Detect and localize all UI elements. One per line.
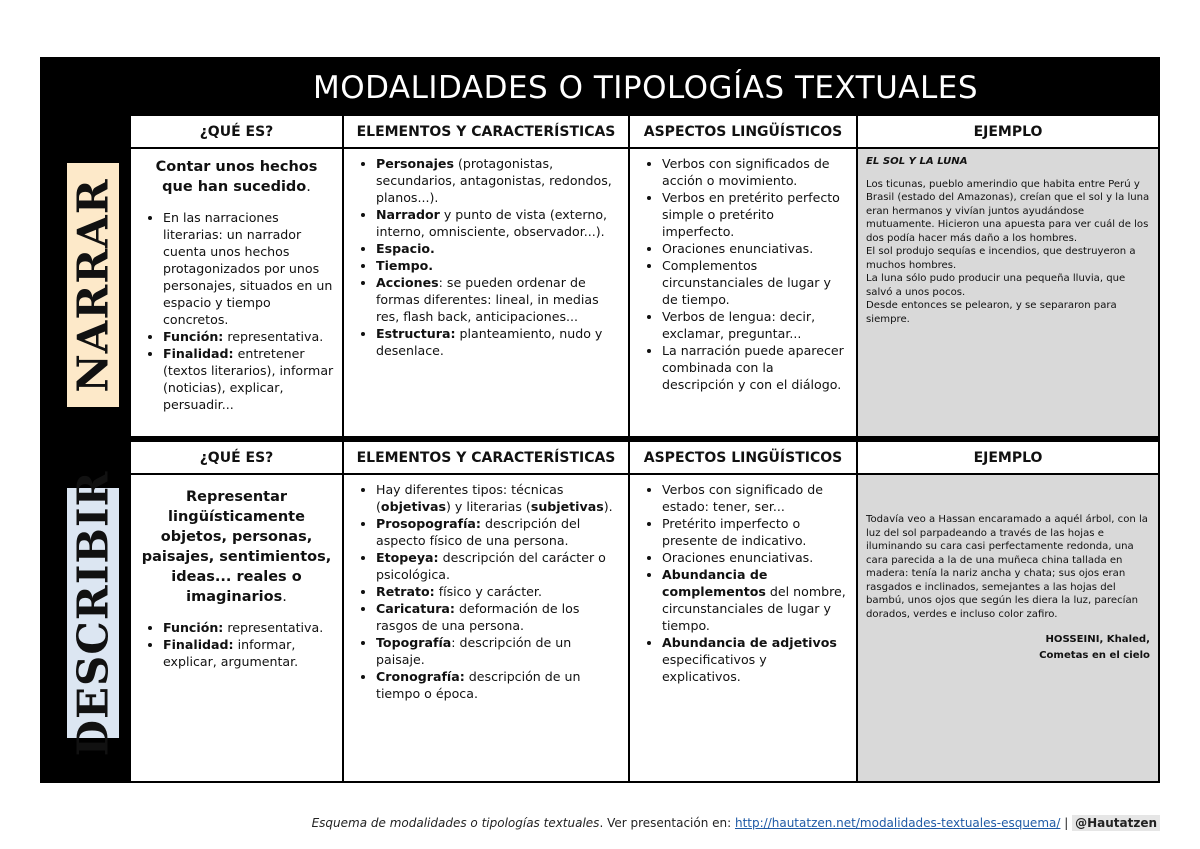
list-item: • Función: representativa. [163, 328, 334, 345]
narrar-lead: Contar unos hechos que han sucedido. [155, 159, 318, 195]
ejemplo-text: Los ticunas, pueblo amerindio que habita entre Perú y Brasil (estado del Amazonas), creían que el sol y la luna eran hermanos y vivían juntos ayudándose mutuamente. Hicieron una apuesta para ver cuál de los dos podía hacer más daño a los hombres. [866, 178, 1150, 244]
page-title: MODALIDADES O TIPOLOGÍAS TEXTUALES [312, 70, 979, 106]
list-item: • Verbos con significados de acción o movimiento. [662, 155, 848, 189]
describir-elementos [344, 475, 628, 781]
footer-italic: Esquema de modalidades o tipologías textuales [311, 816, 600, 830]
list-item: • Personajes (protagonistas, secundarios, antagonistas, redondos, planos...). [376, 155, 620, 206]
list-item: • Oraciones enunciativas. [662, 549, 848, 566]
list-item: • Función: representativa. [163, 619, 334, 636]
footer-text: . Ver presentación en: [599, 816, 735, 830]
list-item: • Verbos de lengua: decir, exclamar, preguntar... [662, 308, 848, 342]
list-item: • Verbos con significado de estado: tener, ser... [662, 481, 848, 515]
describir-aspectos [630, 475, 856, 781]
header-que-es: ¿QUÉ ES? [131, 442, 342, 473]
footer [312, 816, 1160, 830]
list-item: • Etopeya: descripción del carácter o psicológica. [376, 549, 620, 583]
footer-sep: | [1060, 816, 1073, 830]
header-elementos: ELEMENTOS Y CARACTERÍSTICAS [344, 116, 628, 147]
ejemplo-text: Todavía veo a Hassan encaramado a aquél árbol, con la luz del sol parpadeando a través de las hojas e iluminando su cara casi perfectamente redonda, una cara parecida a la de una muñeca china tallada en madera: tenía la nariz ancha y chata; sus ojos eran rasgados e inclinados, semejantes a las hojas del bambú, unos ojos que según les diera la luz, parecían dorados, verdes e incluso color zafiro. [866, 514, 1148, 620]
narrar-aspectos [630, 149, 856, 436]
describir-ejemplo [858, 475, 1158, 781]
list-item: • Retrato: físico y carácter. [376, 583, 620, 600]
describir-que-es [131, 475, 342, 781]
list-item: • Abundancia de complementos del nombre, circunstanciales de lugar y tiempo. [662, 566, 848, 634]
ejemplo-author: HOSSEINI, Khaled, [1045, 634, 1150, 645]
ejemplo-text: La luna sólo pudo producir una pequeña lluvia, que salvó a unos pocos. [866, 273, 1126, 298]
list-item: • Hay diferentes tipos: técnicas (objetivas) y literarias (subjetivas). [376, 481, 620, 515]
list-item: • Caricatura: deformación de los rasgos de una persona. [376, 600, 620, 634]
header-aspectos: ASPECTOS LINGÜÍSTICOS [630, 116, 856, 147]
list-item: • Cronografía: descripción de un tiempo o época. [376, 668, 620, 702]
list-item: • Prosopografía: descripción del aspecto físico de una persona. [376, 515, 620, 549]
ejemplo-text: El sol produjo sequías e incendios, que destruyeron a muchos hombres. [866, 246, 1136, 271]
list-item: • La narración puede aparecer combinada con la descripción y con el diálogo. [662, 342, 848, 393]
list-item: • En las narraciones literarias: un narrador cuenta unos hechos protagonizados por unos personajes, situados en un espacio y tiempo concretos. [163, 209, 334, 328]
header-aspectos: ASPECTOS LINGÜÍSTICOS [630, 442, 856, 473]
header-que-es: ¿QUÉ ES? [131, 116, 342, 147]
describir-lead: Representar lingüísticamente objetos, personas, paisajes, sentimientos, ideas... reales o imaginarios. [141, 489, 332, 605]
list-item: • Tiempo. [376, 257, 620, 274]
side-label-describir: DESCRIBIR [68, 470, 118, 756]
side-label-narrar: NARRAR [67, 163, 119, 407]
list-item: • Finalidad: informar, explicar, argumentar. [163, 636, 334, 670]
list-item: • Verbos en pretérito perfecto simple o pretérito imperfecto. [662, 189, 848, 240]
list-item: • Complementos circunstanciales de lugar y de tiempo. [662, 257, 848, 308]
header-ejemplo: EJEMPLO [858, 116, 1158, 147]
ejemplo-title: EL SOL Y LA LUNA [866, 156, 968, 167]
list-item: • Abundancia de adjetivos especificativos y explicativos. [662, 634, 848, 685]
narrar-ejemplo [858, 149, 1158, 436]
ejemplo-text: Desde entonces se pelearon, y se separaron para siempre. [866, 300, 1117, 325]
list-item: • Narrador y punto de vista (externo, interno, omnisciente, observador...). [376, 206, 620, 240]
list-item: • Acciones: se pueden ordenar de formas diferentes: lineal, in medias res, flash back, anticipaciones... [376, 274, 620, 325]
ejemplo-book: Cometas en el cielo [1039, 649, 1150, 661]
header-elementos: ELEMENTOS Y CARACTERÍSTICAS [344, 442, 628, 473]
list-item: • Finalidad: entretener (textos literarios), informar (noticias), explicar, persuadir... [163, 345, 334, 413]
narrar-que-es [131, 149, 342, 436]
footer-handle: @Hautatzen [1072, 815, 1160, 831]
list-item: • Pretérito imperfecto o presente de indicativo. [662, 515, 848, 549]
list-item: • Espacio. [376, 240, 620, 257]
footer-link[interactable]: http://hautatzen.net/modalidades-textuales-esquema/ [734, 816, 1061, 830]
header-ejemplo: EJEMPLO [858, 442, 1158, 473]
list-item: • Oraciones enunciativas. [662, 240, 848, 257]
list-item: • Estructura: planteamiento, nudo y desenlace. [376, 325, 620, 359]
list-item: • Topografía: descripción de un paisaje. [376, 634, 620, 668]
narrar-elementos [344, 149, 628, 436]
